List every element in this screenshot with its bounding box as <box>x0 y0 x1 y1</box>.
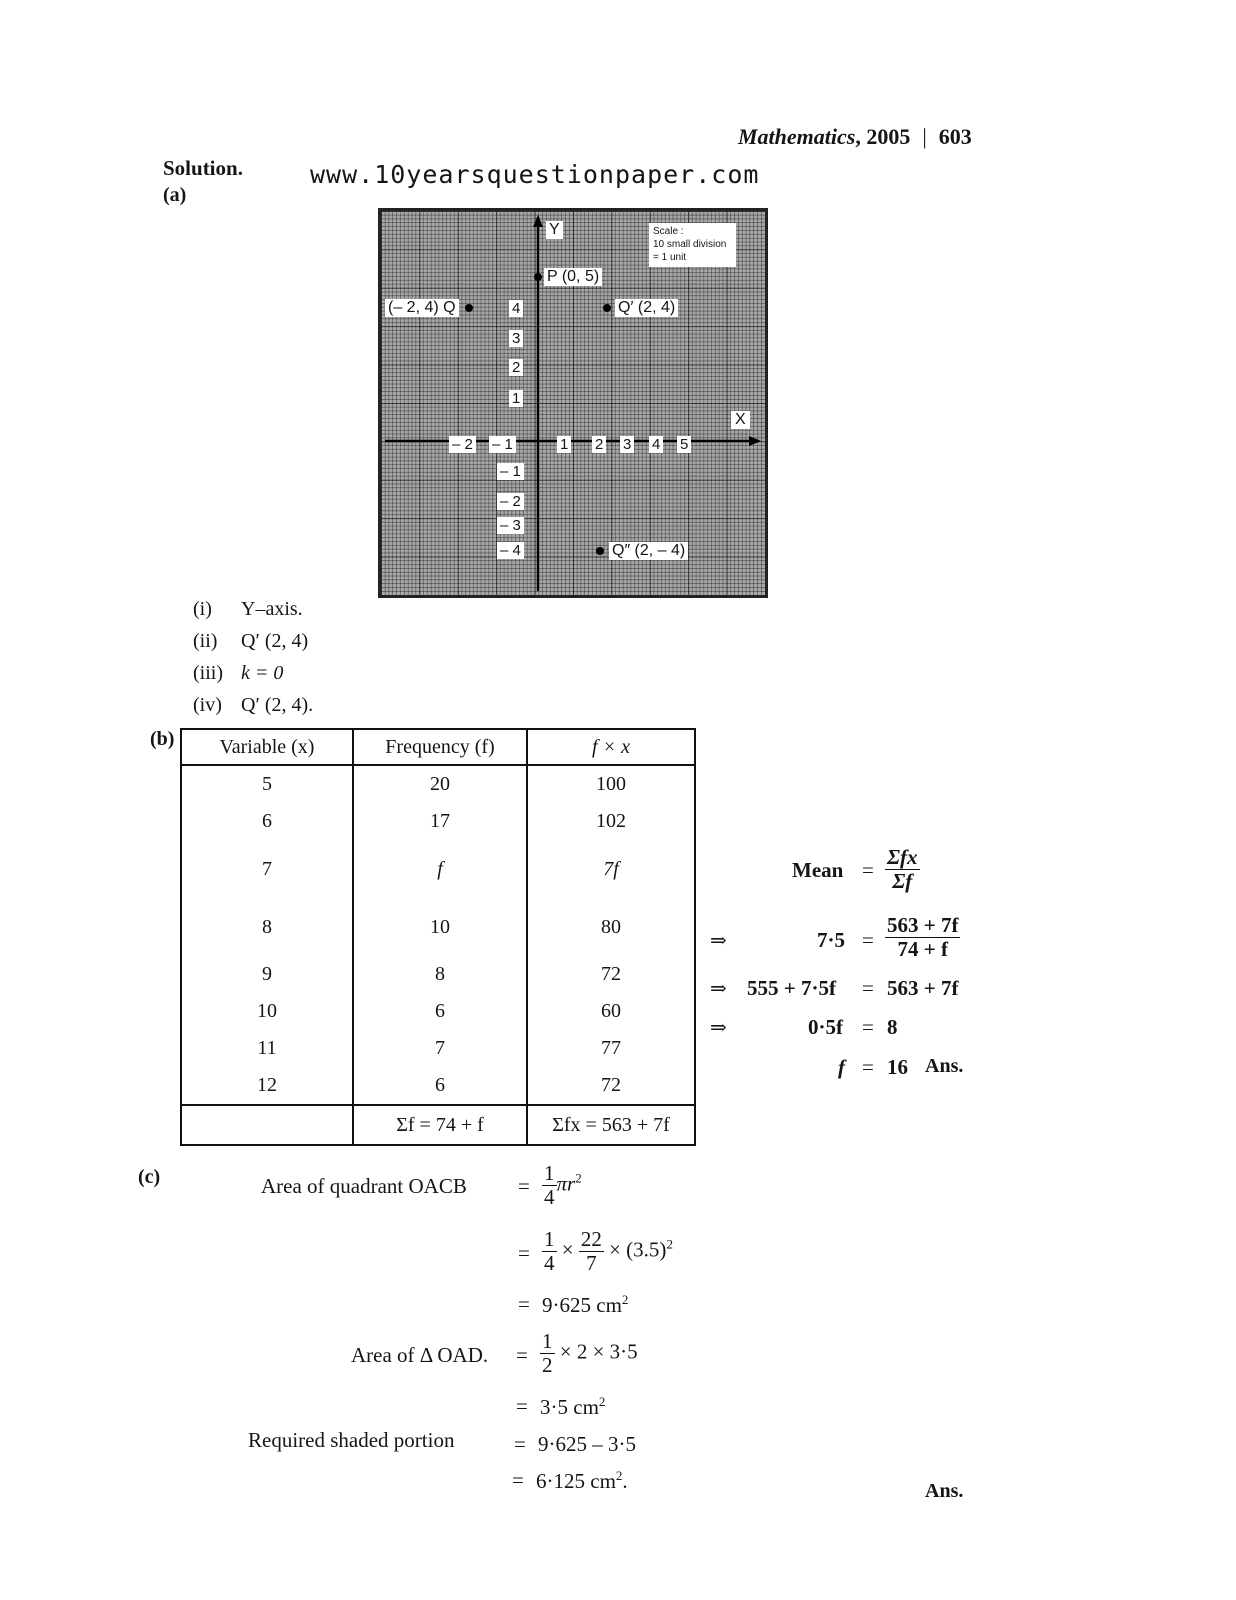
fraction-numerator: 1 <box>544 1227 555 1251</box>
table-header: Frequency (f) <box>353 729 527 765</box>
step4-lhs: f <box>838 1055 845 1079</box>
x-tick: – 2 <box>449 436 476 453</box>
equals-sign: = <box>512 1468 524 1492</box>
subject-label: Mathematics <box>738 124 856 149</box>
y-tick: – 3 <box>497 517 524 534</box>
y-tick: 2 <box>509 359 523 376</box>
fraction-denominator: 7 <box>586 1251 597 1276</box>
mean-fraction <box>885 846 920 893</box>
x-tick: 2 <box>592 436 606 453</box>
table-row <box>181 956 695 993</box>
fraction-numerator: Σfx <box>887 845 918 869</box>
equals-sign: = <box>862 1015 874 1039</box>
y-axis-label: Y <box>546 221 563 239</box>
step4-rhs: 16 <box>887 1055 908 1079</box>
equals-sign: = <box>514 1432 526 1456</box>
table-cell: 20 <box>353 765 527 803</box>
part-c-label: (c) <box>138 1166 161 1188</box>
x-tick: 1 <box>557 436 571 453</box>
fraction-numerator: 563 + 7f <box>887 913 959 937</box>
mean-label: Mean <box>792 858 844 882</box>
fraction-denominator: 2 <box>542 1353 553 1378</box>
step2-lhs: 555 + 7·5f <box>747 976 836 1000</box>
table-cell: 6 <box>353 993 527 1030</box>
equals-sign: = <box>518 1292 530 1316</box>
y-tick: – 2 <box>497 493 524 510</box>
table-cell: 5 <box>181 765 353 803</box>
table-cell: 102 <box>527 803 695 840</box>
quadrant-result: 9·625 $cm^2$ <box>542 1292 629 1317</box>
page-header: Mathematics, 2005 | 603 <box>738 124 972 149</box>
table-cell: 10 <box>181 993 353 1030</box>
answer-item <box>193 630 308 653</box>
shaded-difference: 9·625 – 3·5 <box>538 1432 636 1456</box>
fraction-numerator: 1 <box>544 1161 555 1185</box>
table-cell: 7 <box>353 1030 527 1067</box>
formula-text: × (3.5) <box>609 1237 667 1262</box>
y-tick: 4 <box>509 300 523 317</box>
table-cell: 7 <box>181 840 353 898</box>
fraction-numerator: 22 <box>580 1227 602 1251</box>
fraction-denominator: 4 <box>544 1251 555 1276</box>
page-number: 603 <box>938 124 972 149</box>
x-tick: 3 <box>620 436 634 453</box>
table-cell: 77 <box>527 1030 695 1067</box>
y-tick: – 1 <box>497 463 524 480</box>
point-q-double-prime-label: Q″ (2, – 4) <box>609 542 688 560</box>
table-cell: 8 <box>353 956 527 993</box>
formula-text: × 2 × 3·5 <box>559 1339 638 1364</box>
answer-text: k = 0 <box>241 662 284 684</box>
table-cell: 72 <box>527 956 695 993</box>
point-q <box>465 304 473 312</box>
table-row <box>181 803 695 840</box>
table-cell: 9 <box>181 956 353 993</box>
equals-sign: = <box>516 1394 528 1418</box>
x-tick: 5 <box>677 436 691 453</box>
table-row <box>181 840 695 898</box>
answer-item <box>193 598 303 621</box>
implies-arrow: ⇒ <box>710 978 727 1000</box>
equals-sign: = <box>518 1174 530 1198</box>
table-cell: 6 <box>181 803 353 840</box>
implies-arrow: ⇒ <box>710 1017 727 1039</box>
x-tick: 4 <box>649 436 663 453</box>
scale-box <box>649 223 736 267</box>
quadrant-formula: $\frac{1}{4}$ $\pi r^2$ <box>544 1161 582 1210</box>
table-header: Variable (x) <box>181 729 353 765</box>
table-row <box>181 765 695 803</box>
y-tick: 3 <box>509 330 523 347</box>
table-total-row <box>181 1105 695 1145</box>
quadrant-substitution: $\frac{1}{4}$ × $\frac{22}{7}$ × $(3.5)^2$ <box>544 1227 673 1276</box>
fraction-denominator: 74 + f <box>897 937 948 962</box>
table-cell: 10 <box>353 898 527 956</box>
table-cell: 6 <box>353 1067 527 1105</box>
scale-line-2: 10 small division <box>653 239 727 250</box>
table-row <box>181 898 695 956</box>
y-tick: 1 <box>509 390 523 407</box>
table-cell: 60 <box>527 993 695 1030</box>
table-cell: 100 <box>527 765 695 803</box>
part-a-label: (a) <box>163 184 187 206</box>
scale-line-3: = 1 unit <box>653 252 687 263</box>
y-tick: – 4 <box>497 542 524 559</box>
answer-number: (iii) <box>193 662 223 684</box>
point-q-prime <box>603 304 611 312</box>
answer-number: (ii) <box>193 630 218 652</box>
part-b-label: (b) <box>150 728 175 750</box>
table-cell: f <box>353 840 527 898</box>
quadrant-area-label: Area of quadrant OACB <box>261 1174 467 1198</box>
result-text: 6·125 cm <box>536 1469 616 1493</box>
triangle-area-label: Area of Δ OAD. <box>351 1343 489 1367</box>
fraction-numerator: 1 <box>542 1329 553 1353</box>
point-p <box>534 273 542 281</box>
watermark-url: www.10yearsquestionpaper.com <box>310 160 760 189</box>
triangle-formula <box>540 1330 638 1377</box>
answer-mark: Ans. <box>925 1055 964 1077</box>
table-cell <box>181 1105 353 1145</box>
step3-lhs: 0·5f <box>808 1015 843 1039</box>
shaded-result: 6·125 $cm^2$. <box>536 1468 628 1493</box>
step1-fraction <box>885 914 960 961</box>
scale-line-1: Scale : <box>653 226 684 237</box>
equals-sign: = <box>862 976 874 1000</box>
point-q-label: (– 2, 4) Q <box>385 299 459 317</box>
answer-number: (iv) <box>193 694 222 716</box>
solution-label: Solution. <box>163 156 243 180</box>
total-fx: Σfx = 563 + 7f <box>527 1105 695 1145</box>
equals-sign: = <box>516 1343 528 1367</box>
point-p-label: P (0, 5) <box>544 268 602 286</box>
implies-arrow: ⇒ <box>710 930 727 952</box>
result-text: 9·625 cm <box>542 1293 622 1317</box>
frequency-table <box>180 728 696 1146</box>
point-q-prime-label: Q′ (2, 4) <box>615 299 678 317</box>
x-tick: – 1 <box>489 436 516 453</box>
answer-number: (i) <box>193 598 212 620</box>
triangle-result: 3·5 $cm^2$ <box>540 1394 606 1419</box>
equals-sign: = <box>862 1055 874 1079</box>
fraction-denominator: 4 <box>544 1185 555 1210</box>
step2-rhs: 563 + 7f <box>887 976 959 1000</box>
table-cell: 8 <box>181 898 353 956</box>
table-cell: 12 <box>181 1067 353 1105</box>
table-cell: 7f <box>527 840 695 898</box>
shaded-portion-label: Required shaded portion <box>248 1428 455 1452</box>
table-cell: 80 <box>527 898 695 956</box>
formula-text: πr <box>556 1171 576 1196</box>
table-row <box>181 1067 695 1105</box>
fraction-denominator: Σf <box>892 869 913 894</box>
table-cell: 11 <box>181 1030 353 1067</box>
result-text: 3·5 cm <box>540 1395 599 1419</box>
year-label: 2005 <box>866 124 911 149</box>
total-frequency: Σf = 74 + f <box>353 1105 527 1145</box>
answer-item <box>193 694 313 717</box>
table-row <box>181 993 695 1030</box>
table-row <box>181 1030 695 1067</box>
step3-rhs: 8 <box>887 1015 898 1039</box>
point-q-double-prime <box>596 547 604 555</box>
equals-sign: = <box>862 928 874 952</box>
table-cell: 72 <box>527 1067 695 1105</box>
x-axis-label: X <box>731 411 750 429</box>
answer-item <box>193 662 283 685</box>
equals-sign: = <box>518 1241 530 1265</box>
answer-text: Q′ (2, 4). <box>241 694 314 716</box>
answer-text: Y–axis. <box>241 598 303 620</box>
step1-lhs: 7·5 <box>817 928 846 952</box>
answer-text: Q′ (2, 4) <box>241 630 309 652</box>
table-cell: 17 <box>353 803 527 840</box>
equals-sign: = <box>862 858 874 882</box>
answer-mark: Ans. <box>925 1480 964 1502</box>
coordinate-graph <box>378 208 768 598</box>
table-header: f × x <box>527 729 695 765</box>
